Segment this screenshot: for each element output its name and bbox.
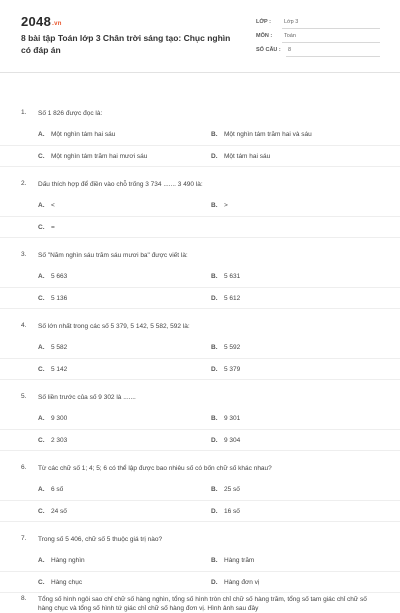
option-text: Một nghìn tám hai sáu bbox=[51, 131, 116, 138]
question-number: 6. bbox=[21, 464, 27, 471]
option-letter: D. bbox=[211, 295, 218, 302]
meta-subject bbox=[256, 31, 380, 43]
option-text: Một nghìn tám trăm hai và sáu bbox=[224, 131, 312, 138]
option-text: 5 592 bbox=[224, 344, 241, 351]
question-number: 3. bbox=[21, 251, 27, 258]
option-text: 9 304 bbox=[224, 437, 241, 444]
option-letter: C. bbox=[38, 153, 45, 160]
option-text: 5 136 bbox=[51, 295, 68, 302]
divider bbox=[0, 592, 400, 593]
option-text: 2 303 bbox=[51, 437, 68, 444]
question-text: Dấu thích hợp để điền vào chỗ trống 3 734 ....... 3 490 là: bbox=[38, 181, 203, 188]
option-letter: C. bbox=[38, 437, 45, 444]
option-letter: A. bbox=[38, 131, 45, 138]
option-letter: B. bbox=[211, 557, 218, 564]
option-text: 24 số bbox=[51, 508, 67, 515]
option-text: 16 số bbox=[224, 508, 240, 515]
option-text: 5 582 bbox=[51, 344, 68, 351]
question-8 bbox=[0, 595, 400, 612]
question-number: 7. bbox=[21, 535, 27, 542]
option-text: > bbox=[224, 202, 228, 209]
divider bbox=[0, 237, 400, 238]
divider bbox=[0, 216, 400, 217]
meta-underline bbox=[282, 42, 380, 43]
question-number: 8. bbox=[21, 595, 27, 602]
question-number: 5. bbox=[21, 393, 27, 400]
option-text: Hàng trăm bbox=[224, 557, 255, 564]
divider bbox=[0, 571, 400, 572]
option-text: 9 300 bbox=[51, 415, 68, 422]
meta-underline bbox=[282, 28, 380, 29]
option-letter: A. bbox=[38, 486, 45, 493]
document-header bbox=[0, 0, 400, 72]
option-text: Hàng chục bbox=[51, 579, 83, 586]
question-text: Số lớn nhất trong các số 5 379, 5 142, 5 582, 592 là: bbox=[38, 323, 190, 330]
meta-question-count bbox=[256, 45, 380, 57]
option-text: 6 số bbox=[51, 486, 64, 493]
meta-underline bbox=[286, 56, 380, 57]
option-letter: D. bbox=[211, 153, 218, 160]
option-text: Một nghìn tám trăm hai mươi sáu bbox=[51, 153, 148, 160]
option-text: 9 301 bbox=[224, 415, 241, 422]
option-text: Một tám hai sáu bbox=[224, 153, 271, 160]
divider bbox=[0, 287, 400, 288]
option-text: 5 379 bbox=[224, 366, 241, 373]
divider bbox=[0, 450, 400, 451]
option-letter: C. bbox=[38, 508, 45, 515]
divider bbox=[0, 429, 400, 430]
option-text: 5 631 bbox=[224, 273, 241, 280]
option-letter: C. bbox=[38, 366, 45, 373]
option-letter: C. bbox=[38, 579, 45, 586]
logo-tld: .vn bbox=[52, 21, 62, 27]
meta-value: Toán bbox=[284, 33, 296, 39]
option-text: = bbox=[51, 224, 55, 231]
option-letter: B. bbox=[211, 344, 218, 351]
meta-label: SỐ CÂU : bbox=[256, 47, 281, 53]
option-letter: D. bbox=[211, 437, 218, 444]
option-text: < bbox=[51, 202, 55, 209]
option-text: 5 663 bbox=[51, 273, 68, 280]
option-text: Hàng đơn vị bbox=[224, 579, 260, 586]
option-letter: B. bbox=[211, 131, 218, 138]
meta-class bbox=[256, 17, 380, 29]
option-text: Hàng nghìn bbox=[51, 557, 85, 564]
option-letter: C. bbox=[38, 295, 45, 302]
logo-text: 2048 bbox=[21, 14, 52, 29]
option-letter: A. bbox=[38, 415, 45, 422]
option-letter: A. bbox=[38, 557, 45, 564]
document-title: 8 bài tập Toán lớp 3 Chân trời sáng tạo: Chục nghìn có đáp án bbox=[21, 33, 231, 55]
meta-value: Lớp 3 bbox=[284, 19, 299, 25]
header-divider bbox=[0, 72, 400, 73]
question-number: 2. bbox=[21, 180, 27, 187]
option-text: 5 612 bbox=[224, 295, 241, 302]
option-letter: B. bbox=[211, 415, 218, 422]
divider bbox=[0, 500, 400, 501]
question-text: Tổng số hình ngôi sao chỉ chữ số hàng nghìn, tổng số hình tròn chỉ chữ số hàng trăm, tổng số tam giác chỉ chữ số hàng chục và tổng số hình tứ giác chỉ chữ số hàng đơn vị. Hình ảnh sau đây bbox=[38, 596, 367, 612]
divider bbox=[0, 166, 400, 167]
question-text: Số liền trước của số 9 302 là ....... bbox=[38, 394, 136, 401]
option-letter: C. bbox=[38, 224, 45, 231]
divider bbox=[0, 145, 400, 146]
option-text: 25 số bbox=[224, 486, 240, 493]
meta-label: LỚP : bbox=[256, 19, 271, 25]
site-logo[interactable] bbox=[21, 14, 62, 29]
divider bbox=[0, 521, 400, 522]
question-text: Số "Năm nghìn sáu trăm sáu mươi ba" được viết là: bbox=[38, 252, 188, 259]
question-text: Số 1 826 được đọc là: bbox=[38, 110, 103, 117]
meta-value: 8 bbox=[288, 47, 292, 53]
divider bbox=[0, 358, 400, 359]
option-letter: A. bbox=[38, 202, 45, 209]
option-letter: A. bbox=[38, 344, 45, 351]
divider bbox=[0, 308, 400, 309]
question-number: 4. bbox=[21, 322, 27, 329]
option-letter: B. bbox=[211, 202, 218, 209]
question-text: Từ các chữ số 1; 4; 5; 6 có thể lập được bao nhiêu số có bốn chữ số khác nhau? bbox=[38, 465, 272, 472]
option-letter: A. bbox=[38, 273, 45, 280]
option-letter: D. bbox=[211, 366, 218, 373]
question-number: 1. bbox=[21, 109, 27, 116]
question-text: Trong số 5 406, chữ số 5 thuộc giá trị nào? bbox=[38, 536, 163, 543]
divider bbox=[0, 379, 400, 380]
option-letter: B. bbox=[211, 273, 218, 280]
option-letter: D. bbox=[211, 508, 218, 515]
option-letter: B. bbox=[211, 486, 218, 493]
meta-label: MÔN : bbox=[256, 33, 273, 39]
option-letter: D. bbox=[211, 579, 218, 586]
option-text: 5 142 bbox=[51, 366, 68, 373]
